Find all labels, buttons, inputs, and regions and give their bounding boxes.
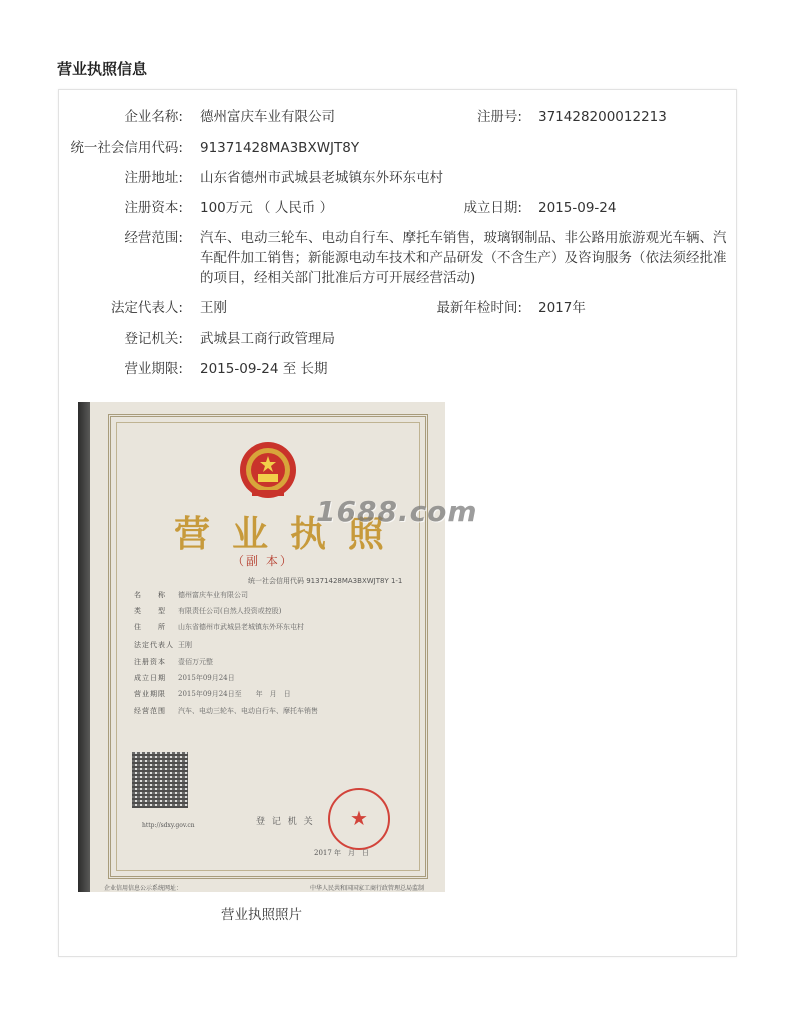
cert-row: 法定代表人 王刚: [134, 641, 192, 649]
cert-row: 成立日期 2015年09月24日: [134, 674, 235, 682]
reg-no-label: 注册号:: [476, 109, 522, 125]
authority-label: 登记机关:: [124, 331, 183, 347]
established-value: 2015-09-24: [538, 200, 617, 216]
certificate-credit-code: 统一社会信用代码 91371428MA3BXWJT8Y 1-1: [248, 577, 403, 585]
authority-value: 武城县工商行政管理局: [200, 331, 335, 347]
capital-label: 注册资本:: [124, 200, 183, 216]
term-value: 2015-09-24 至 长期: [200, 361, 328, 377]
annual-check-value: 2017年: [538, 300, 586, 316]
cert-row: 营业期限 2015年09月24日至 年 月 日: [134, 690, 291, 698]
certificate-subtitle: （副 本）: [232, 554, 294, 568]
cert-row: 注册资本 壹佰万元整: [134, 658, 213, 666]
seal-star-icon: ★: [350, 806, 368, 830]
cert-footer-right: 中华人民共和国国家工商行政管理总局监制: [310, 885, 425, 892]
cert-row: 经营范围 汽车、电动三轮车、电动自行车、摩托车销售: [134, 707, 318, 715]
national-emblem-icon: [238, 440, 298, 502]
cert-row: 名 称 德州富庆车业有限公司: [134, 591, 248, 599]
term-label: 营业期限:: [124, 361, 183, 377]
cert-date: 2017 年 月 日: [314, 849, 370, 857]
cert-row: 类 型 有限责任公司(自然人投资或控股): [134, 607, 282, 615]
legal-rep-value: 王刚: [200, 300, 227, 316]
section-title: 营业执照信息: [57, 60, 148, 78]
reg-no-value: 371428200012213: [538, 109, 667, 125]
legal-rep-label: 法定代表人:: [110, 300, 183, 316]
address-label: 注册地址:: [124, 170, 183, 186]
cert-authority: 登 记 机 关: [256, 817, 315, 827]
established-label: 成立日期:: [463, 200, 522, 216]
credit-code-value: 91371428MA3BXWJT8Y: [200, 140, 360, 156]
license-photo[interactable]: [78, 402, 445, 892]
scope-value: 汽车、电动三轮车、电动自行车、摩托车销售，玻璃钢制品、非公路用旅游观光车辆、汽车配件加工销售；新能源电动车技术和产品研发（不含生产）及咨询服务（依法须经批准的项目，经相关部门批准后方可开展经营活动): [200, 230, 727, 286]
certificate-title: 营业执照: [174, 513, 407, 555]
company-name-label: 企业名称:: [124, 109, 183, 125]
photo-edge: [78, 402, 90, 892]
cert-footer-left: 企业信用信息公示系统网址：: [104, 885, 183, 892]
watermark: 1688.com: [316, 495, 478, 528]
address-value: 山东省德州市武城县老城镇东外环东屯村: [200, 170, 443, 186]
cert-row: 住 所 山东省德州市武城县老城镇东外环东屯村: [134, 623, 304, 631]
capital-value: 100万元 （ 人民币 ）: [200, 200, 334, 216]
cert-site: http://sdxy.gov.cn: [142, 822, 195, 829]
annual-check-label: 最新年检时间:: [436, 300, 522, 316]
photo-caption: 营业执照照片: [221, 907, 302, 923]
qr-code-icon: [132, 752, 188, 808]
credit-code-label: 统一社会信用代码:: [70, 140, 183, 156]
scope-label: 经营范围:: [124, 230, 183, 246]
company-name-value: 德州富庆车业有限公司: [200, 109, 335, 125]
